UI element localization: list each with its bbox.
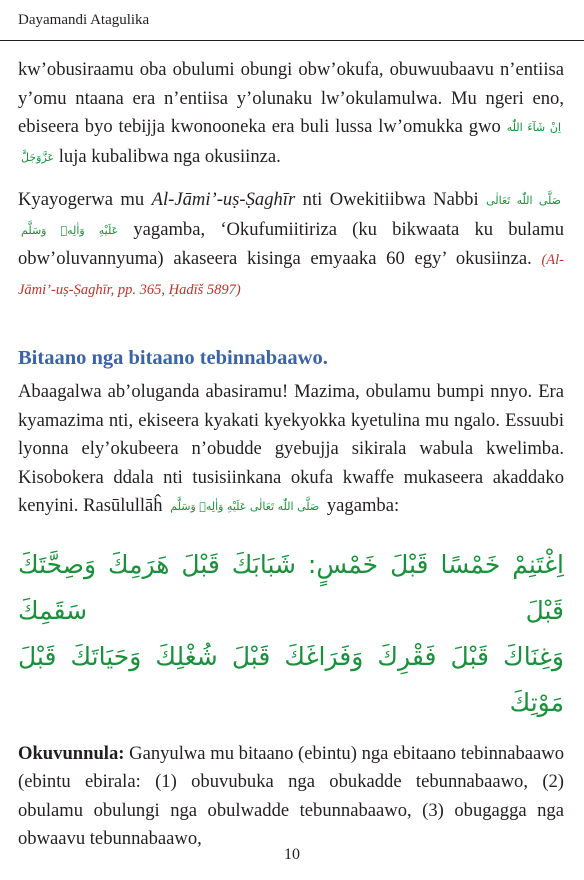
paragraph-1 <box>18 56 564 172</box>
translation-label: Okuvunnula: <box>18 742 125 764</box>
paragraph-2 <box>18 186 564 304</box>
paragraph-3 <box>18 378 564 522</box>
header-rule <box>0 40 584 41</box>
section-heading: Bitaano nga bitaano tebinnabaawo. <box>18 347 328 369</box>
page-body <box>18 56 564 854</box>
hadith-arabic-block <box>18 542 564 726</box>
hadith-line-2: وَغِنَاكَ قَبْلَ فَقْرِكَ وَفَرَاغَكَ قَبْلَ شُغْلِكَ وَحَيَاتَكَ قَبْلَ مَوْتِكَ <box>18 641 564 717</box>
paragraph-1-text-b: luja kubalibwa nga okusiinza. <box>58 145 281 167</box>
book-title: Al-Jāmi’-uṣ-Ṣaghīr <box>151 189 296 210</box>
paragraph-3-text-b: yagamba: <box>326 495 400 516</box>
paragraph-4 <box>18 740 564 854</box>
hadith-line-1: اِغْتَنِمْ خَمْسًا قَبْلَ خَمْسٍ: شَبَابَكَ قَبْلَ هَرَمِكَ وَصِحَّتَكَ قَبْلَ سَقَمِكَ <box>18 549 564 625</box>
paragraph-2-text-b: nti Owekitiibwa Nabbi <box>302 189 479 210</box>
paragraph-1-text-a: kw’obusiraamu oba obulumi obungi obw’okufa, obuwuubaavu n’entiisa y’omu ntaana era n’entiisa y’olunaku lw’okulamulwa. Mu ngeri eno, ebiseera byo tebijja kwonooneka era buli lussa lw’omukka gwo <box>18 59 564 137</box>
page-number: 10 <box>284 846 300 863</box>
translation-text: Ganyulwa mu bitaano (ebintu) nga ebitaano tebinnabaawo (ebintu ebirala: (1) obuvubuka nga obukadde tebunnabaawo, (2) obulamu obulungi nga obulwadde tebunnabaawo, (3) obugagga nga obwaavu tebunnabaawo, <box>18 742 564 849</box>
arabic-inline-salutation: صَلَّى اللّٰه تَعَالٰى عَلَيْهِ وَاٰلِهٖ وَسَلَّم <box>21 194 561 237</box>
hadith-reference: (Al-Jāmi’-uṣ-Ṣaghīr, pp. 365, Ḥadīš 5897) <box>18 252 564 298</box>
paragraph-3-text-a: Abaagalwa ab’oluganda abasiramu! Mazima, obulamu bumpi nnyo. Era kyamazima nti, ekiseera kyakati kyekyokka kyetulina mu ngalo. Essuubi lyonna ely’okubeera n’obudde gyebujja sikirala wabula kwelimba. Kisobokera ddala nti tusisiinkana okufa kwaffe mukaseera akaddako kenyini. Rasūlullāĥ <box>18 381 564 516</box>
paragraph-2-text-c: yagamba, ‘Okufumiitiriza (ku bikwaata ku bulamu obw’oluvannyuma) akaseera kisinga emyaaka 60 egy’ okusiinza. <box>18 218 564 269</box>
running-header: Dayamandi Atagulika <box>18 12 150 28</box>
paragraph-2-text-a: Kyayogerwa mu <box>18 189 145 210</box>
arabic-inline-insha-allah: اِنْ شَآءَ اللّٰه عَزَّوَجَلَّ <box>21 121 561 164</box>
arabic-inline-salutation-2: صَلَّى اللّٰه تَعَالٰى عَلَيْهِ وَاٰلِهٖ وَسَلَّم <box>170 500 320 513</box>
